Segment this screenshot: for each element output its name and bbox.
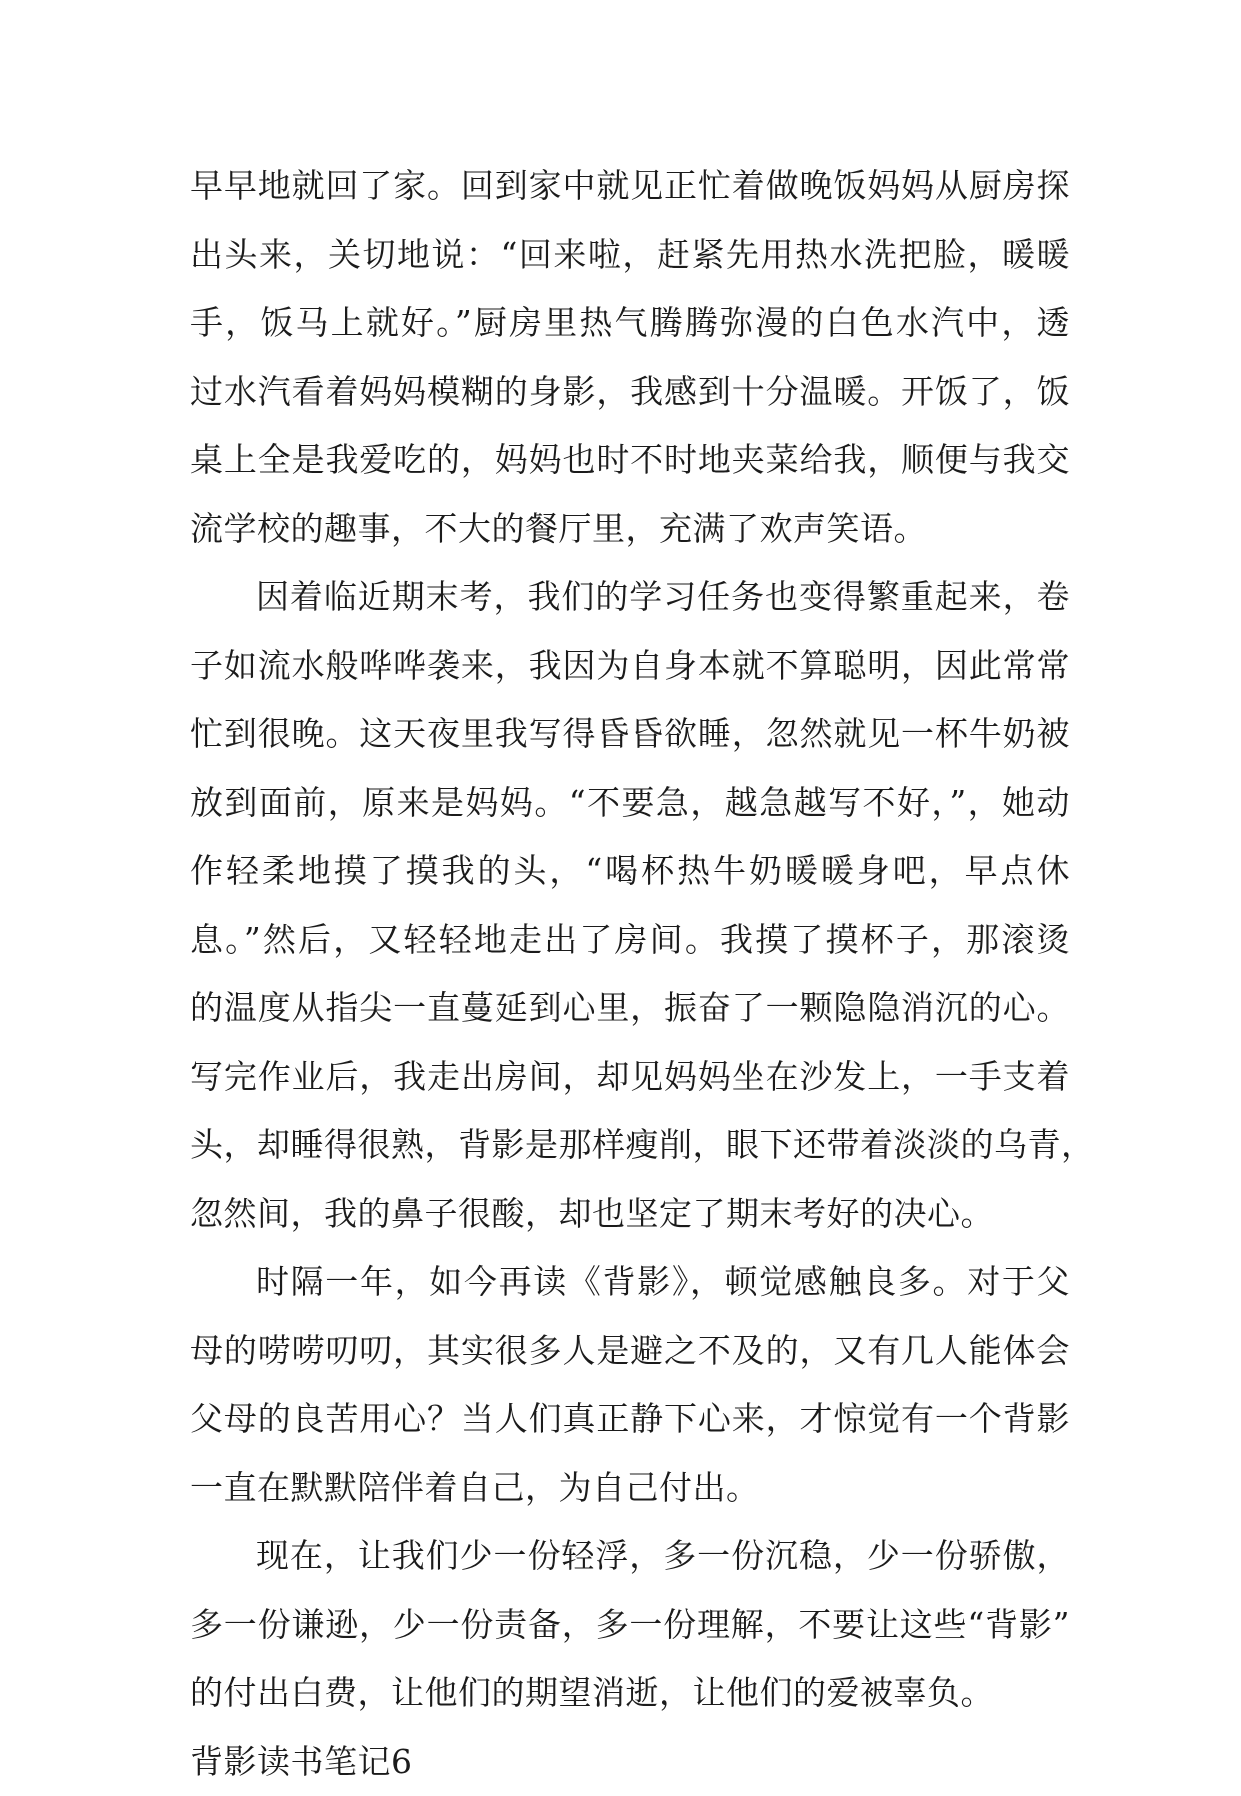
text-line: 桌上全是我爱吃的，妈妈也时不时地夹菜给我，顺便与我交 [190,426,1070,495]
text-line: 忽然间，我的鼻子很酸，却也坚定了期末考好的决心。 [190,1180,1070,1249]
section-heading: 背影读书笔记6 [190,1728,1070,1796]
text-line: 过水汽看着妈妈模糊的身影，我感到十分温暖。开饭了，饭 [190,358,1070,427]
text-line: 流学校的趣事，不大的餐厅里，充满了欢声笑语。 [190,495,1070,564]
paragraph-4 [190,1522,1070,1728]
text-line: 时隔一年，如今再读《背影》，顿觉感触良多。对于父 [190,1248,1070,1317]
text-line: 作轻柔地摸了摸我的头，“喝杯热牛奶暖暖身吧，早点休 [190,837,1070,906]
text-line: 子如流水般哗哗袭来，我因为自身本就不算聪明，因此常常 [190,632,1070,701]
text-line: 因着临近期末考，我们的学习任务也变得繁重起来，卷 [190,563,1070,632]
text-line: 息。”然后，又轻轻地走出了房间。我摸了摸杯子，那滚烫 [190,906,1070,975]
paragraph-2 [190,563,1070,1248]
text-line: 多一份谦逊，少一份责备，多一份理解，不要让这些“背影” [190,1591,1070,1660]
text-line: 一直在默默陪伴着自己，为自己付出。 [190,1454,1070,1523]
text-line: 忙到很晚。这天夜里我写得昏昏欲睡，忽然就见一杯牛奶被 [190,700,1070,769]
text-line: 的温度从指尖一直蔓延到心里，振奋了一颗隐隐消沉的心。 [190,974,1070,1043]
paragraph-1 [190,152,1070,563]
text-line: 的付出白费，让他们的期望消逝，让他们的爱被辜负。 [190,1659,1070,1728]
text-line: 母的唠唠叨叨，其实很多人是避之不及的，又有几人能体会 [190,1317,1070,1386]
text-line: 手，饭马上就好。”厨房里热气腾腾弥漫的白色水汽中，透 [190,289,1070,358]
document-body [190,152,1070,1796]
text-line: 放到面前，原来是妈妈。“不要急，越急越写不好，”，她动 [190,769,1070,838]
text-line: 头，却睡得很熟，背影是那样瘦削，眼下还带着淡淡的乌青， [190,1111,1070,1180]
text-line: 父母的良苦用心？当人们真正静下心来，才惊觉有一个背影 [190,1385,1070,1454]
text-line: 早早地就回了家。回到家中就见正忙着做晚饭妈妈从厨房探 [190,152,1070,221]
text-line: 写完作业后，我走出房间，却见妈妈坐在沙发上，一手支着 [190,1043,1070,1112]
text-line: 现在，让我们少一份轻浮，多一份沉稳，少一份骄傲， [190,1522,1070,1591]
paragraph-3 [190,1248,1070,1522]
text-line: 出头来，关切地说：“回来啦，赶紧先用热水洗把脸，暖暖 [190,221,1070,290]
